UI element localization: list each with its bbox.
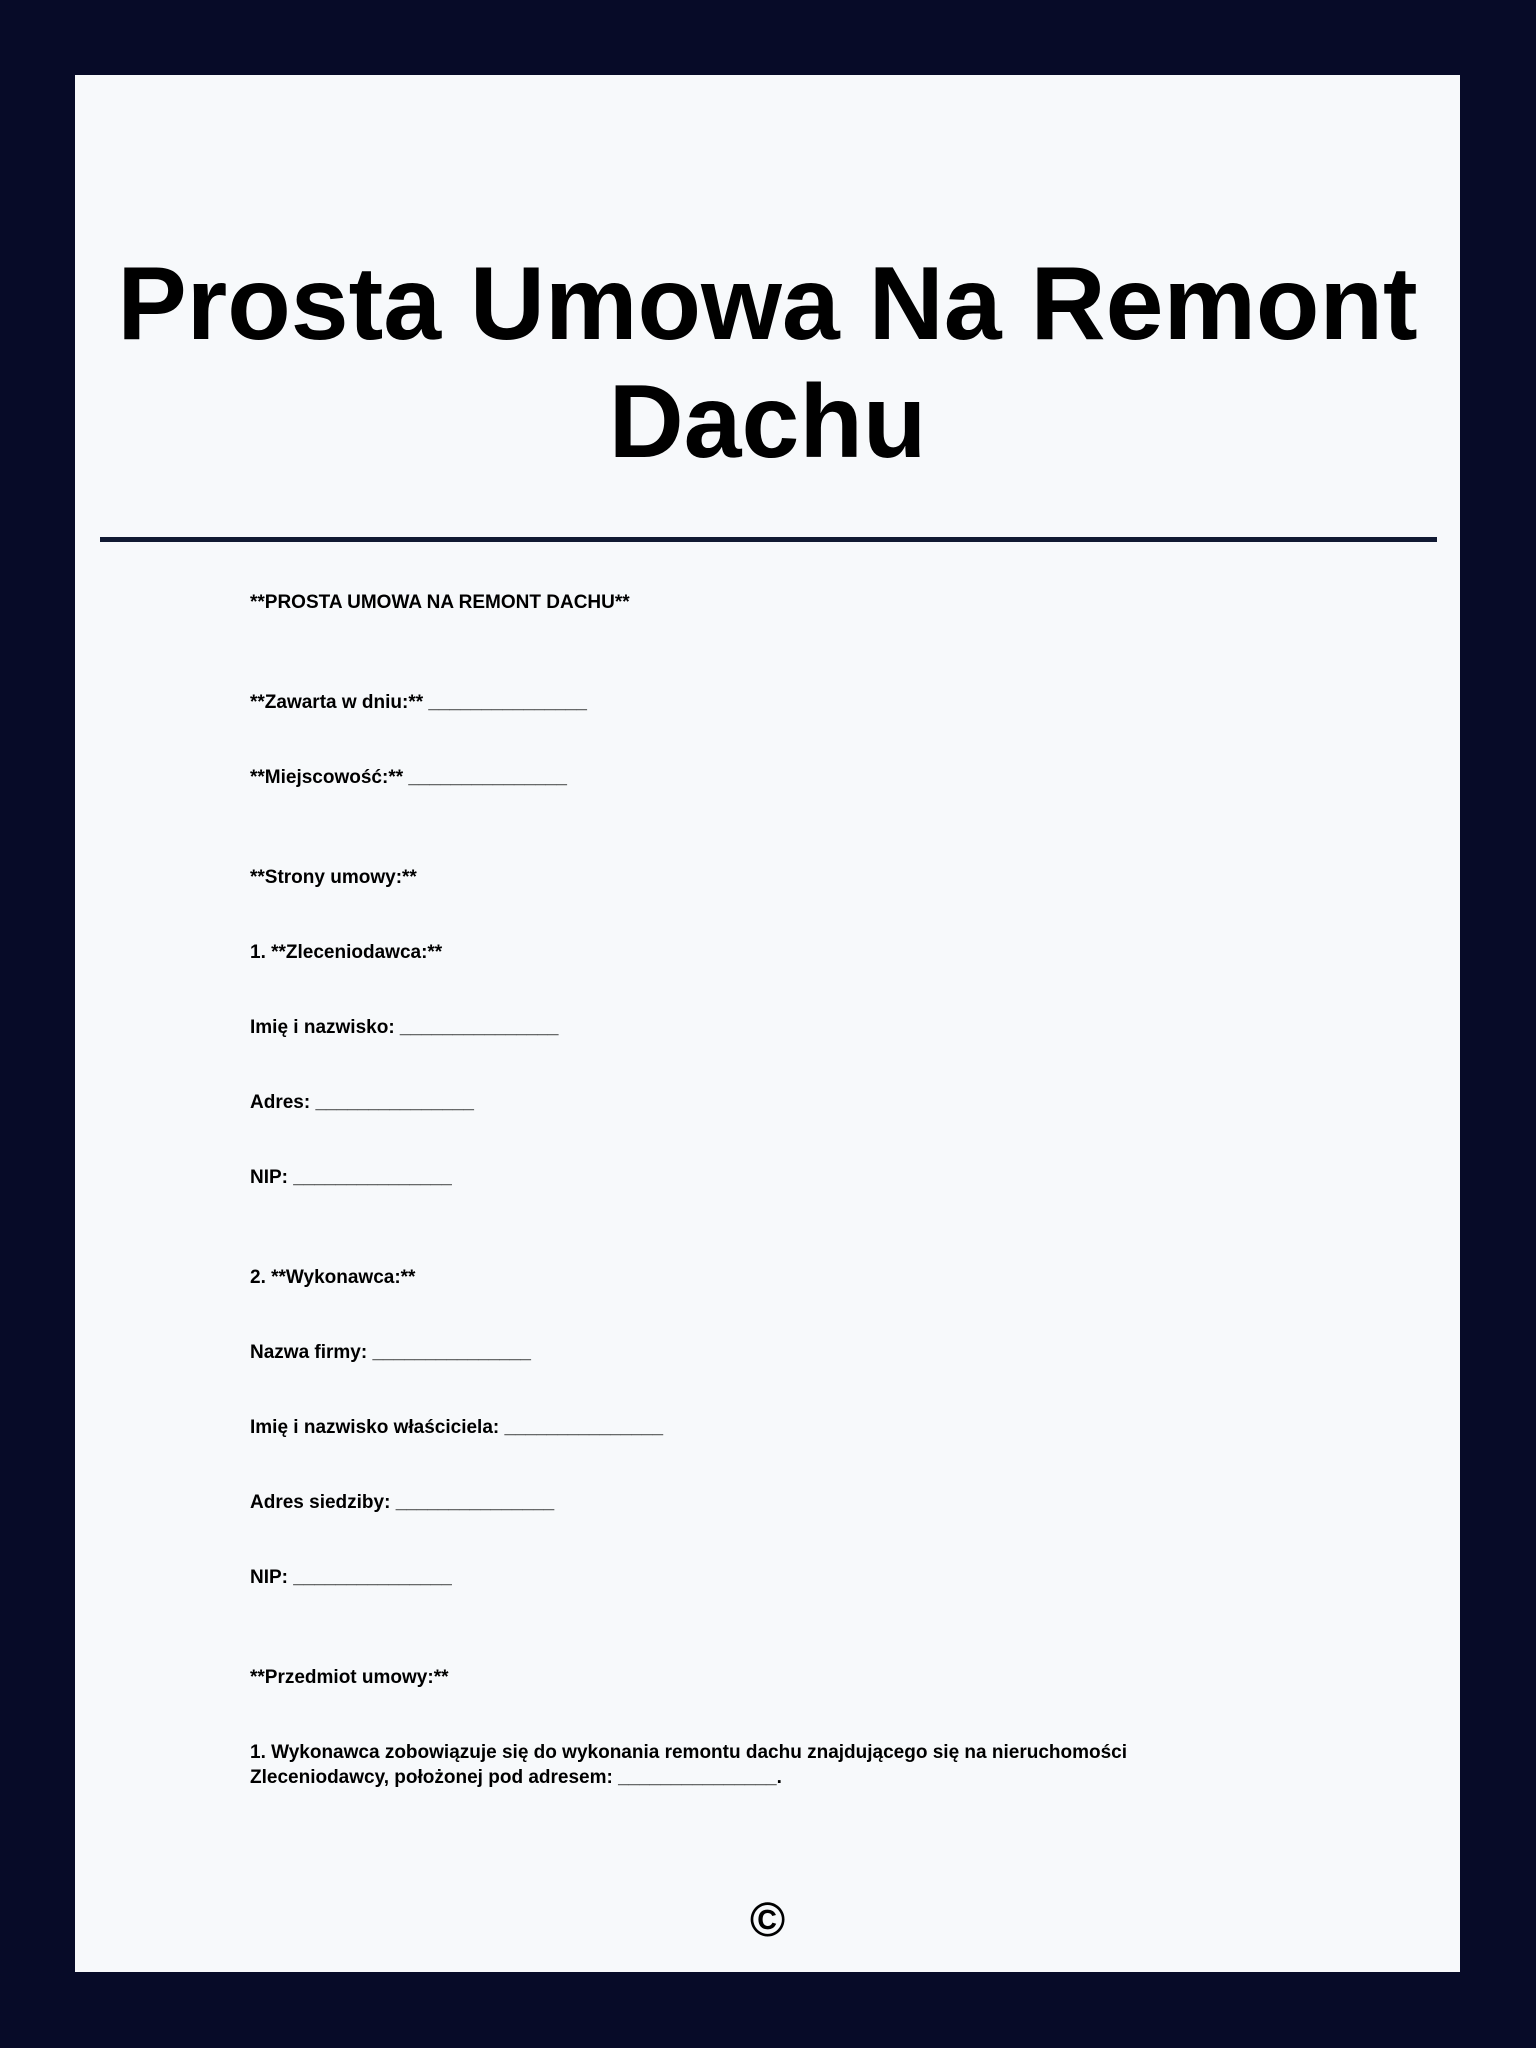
concluded-on-field: **Zawarta w dniu:** _______________ <box>250 692 587 713</box>
contractor-owner-field: Imię i nazwisko właściciela: _______________ <box>250 1417 664 1438</box>
subject-paragraph: 1. Wykonawca zobowiązuje się do wykonania remontu dachu znajdującego się na nieruchomości Zleceniodawcy, położonej pod adresem: _______________. <box>250 1742 1128 1788</box>
client-name-field: Imię i nazwisko: _______________ <box>250 1017 559 1038</box>
client-nip-field: NIP: _______________ <box>250 1167 452 1188</box>
contractor-heading: 2. **Wykonawca:** <box>250 1267 416 1288</box>
parties-heading: **Strony umowy:** <box>250 867 417 888</box>
place-field: **Miejscowość:** _______________ <box>250 767 567 788</box>
title-divider <box>100 537 1437 542</box>
contractor-company-field: Nazwa firmy: _______________ <box>250 1342 531 1363</box>
document-title: Prosta Umowa Na Remont Dachu <box>117 246 1418 480</box>
contract-heading: **PROSTA UMOWA NA REMONT DACHU** <box>250 592 630 613</box>
document-page <box>75 75 1460 1972</box>
subject-heading: **Przedmiot umowy:** <box>250 1667 449 1688</box>
client-address-field: Adres: _______________ <box>250 1092 474 1113</box>
client-heading: 1. **Zleceniodawca:** <box>250 942 443 963</box>
contractor-seat-field: Adres siedziby: _______________ <box>250 1492 555 1513</box>
copyright-icon: © <box>749 1894 786 1947</box>
contractor-nip-field: NIP: _______________ <box>250 1567 452 1588</box>
